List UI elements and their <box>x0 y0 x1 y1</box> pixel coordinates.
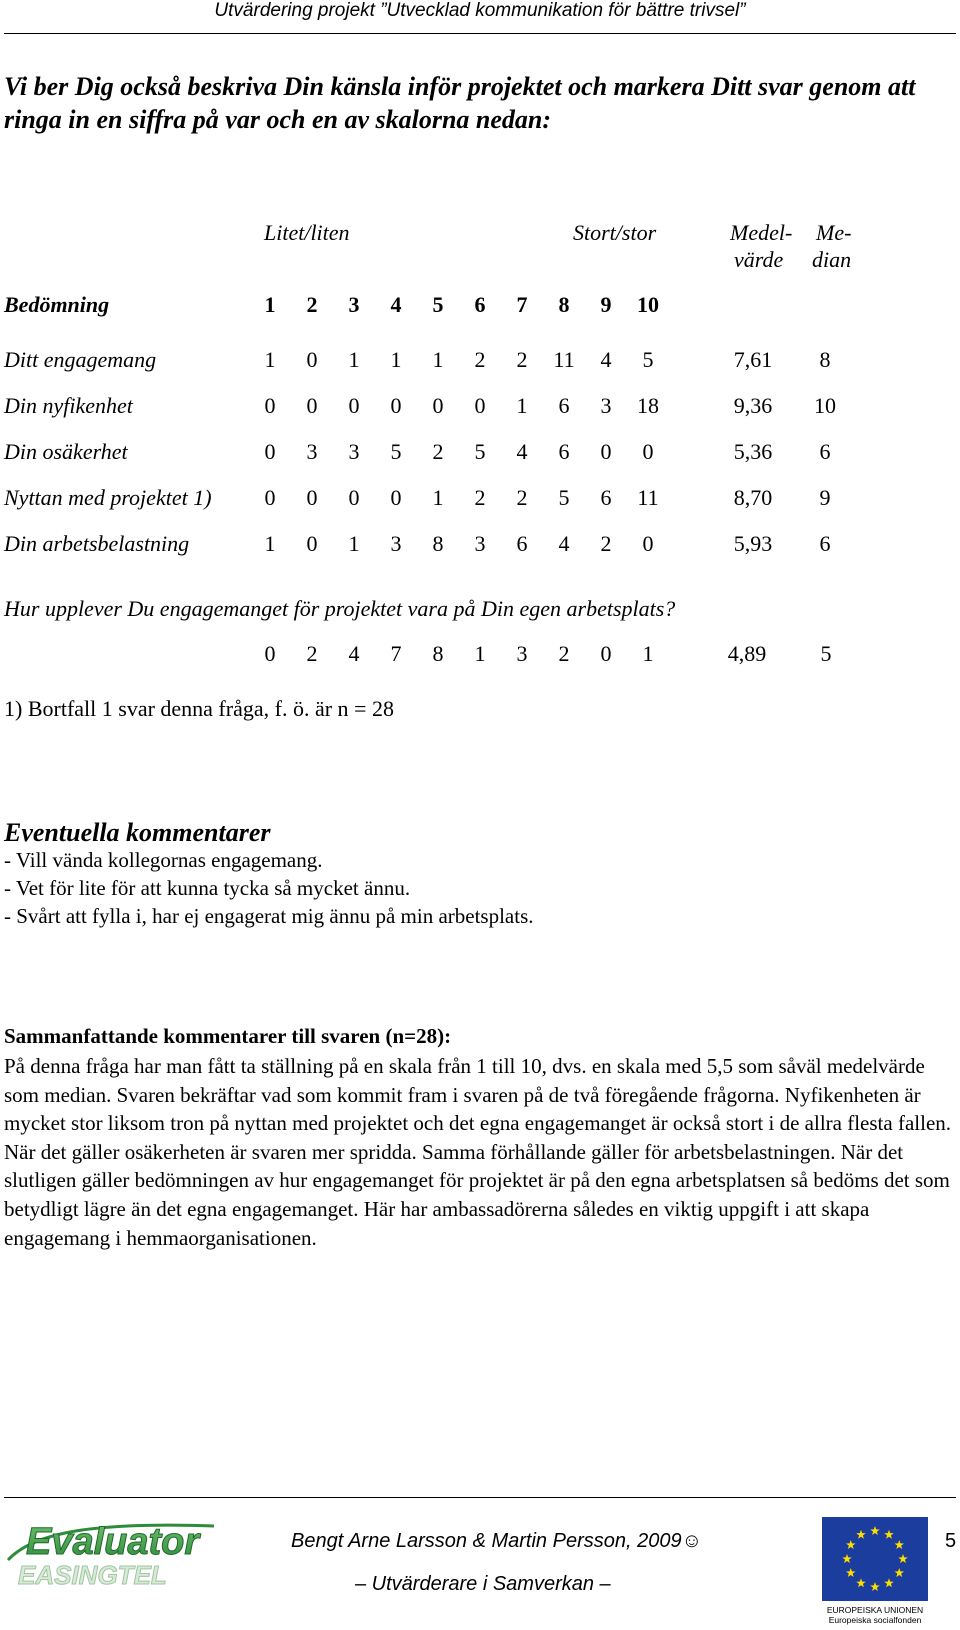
table-cell-count: 11 <box>553 347 575 372</box>
table-cell-count: 1 <box>432 485 444 510</box>
scale-high-label: Stort/stor <box>573 220 657 245</box>
table-cell-count: 4 <box>348 641 360 666</box>
table-cell-count: 1 <box>474 641 486 666</box>
table-cell-count: 0 <box>642 439 654 464</box>
table-cell-count: 6 <box>516 531 528 556</box>
table-cell-count: 11 <box>637 485 659 510</box>
footer-subtitle: – Utvärderare i Samverkan – <box>355 1573 611 1595</box>
scale-value: 3 <box>348 292 360 317</box>
table-cell-count: 8 <box>432 531 444 556</box>
table-cell-count: 0 <box>348 393 360 418</box>
table-cell-count: 5 <box>642 347 654 372</box>
comment-item: - Svårt att fylla i, har ej engagerat mig ännu på min arbetsplats. <box>4 904 534 928</box>
table-cell-count: 1 <box>516 393 528 418</box>
table-cell-count: 6 <box>558 439 570 464</box>
table-cell-count: 8 <box>432 641 444 666</box>
scale-value: 6 <box>474 292 486 317</box>
table-cell-count: 1 <box>390 347 402 372</box>
table-cell-count: 2 <box>474 347 486 372</box>
table-row-label: Nyttan med projektet 1) <box>4 485 212 510</box>
table-cell-count: 0 <box>642 531 654 556</box>
table-cell-count: 0 <box>306 531 318 556</box>
table-cell-mean: 4,89 <box>727 641 767 666</box>
table-cell-count: 2 <box>306 641 318 666</box>
table-cell-median: 10 <box>814 393 836 418</box>
intro-instructions: Vi ber Dig också beskriva Din känsla inför projektet och markera Ditt svar genom att ringa in en siffra på var och en av skalorna nedan: <box>4 72 916 134</box>
scale-value: 7 <box>516 292 528 317</box>
table-cell-count: 0 <box>306 485 318 510</box>
scale-value: 4 <box>390 292 402 317</box>
table-cell-count: 0 <box>600 439 612 464</box>
median-header-line2: dian <box>812 247 852 272</box>
table-cell-count: 0 <box>390 485 402 510</box>
footer-rule <box>4 1497 956 1498</box>
comment-item: - Vet för lite för att kunna tycka så mycket ännu. <box>4 876 411 900</box>
svg-text:EASINGTEL: EASINGTEL <box>18 1560 167 1590</box>
table-cell-mean: 7,61 <box>733 347 773 372</box>
footnote: 1) Bortfall 1 svar denna fråga, f. ö. är n = 28 <box>4 696 394 721</box>
table-cell-count: 0 <box>600 641 612 666</box>
scale-value: 10 <box>637 292 659 317</box>
table-cell-count: 3 <box>306 439 318 464</box>
table-cell-mean: 9,36 <box>733 393 773 418</box>
table-cell-count: 7 <box>390 641 402 666</box>
table-cell-median: 5 <box>820 641 832 666</box>
table-cell-median: 6 <box>819 439 831 464</box>
smiley-icon: ☺ <box>681 1530 703 1552</box>
table-cell-count: 4 <box>516 439 528 464</box>
table-cell-count: 6 <box>558 393 570 418</box>
table-cell-mean: 5,93 <box>733 531 773 556</box>
scale-low-label: Litet/liten <box>264 220 350 245</box>
table-cell-count: 0 <box>264 393 276 418</box>
table-cell-count: 1 <box>348 531 360 556</box>
table-cell-median: 8 <box>819 347 831 372</box>
table-row-label: Din osäkerhet <box>4 439 128 464</box>
summary-heading: Sammanfattande kommentarer till svaren (n=28): <box>4 1024 452 1048</box>
page-header-title: Utvärdering projekt ”Utvecklad kommunikation för bättre trivsel” <box>214 0 746 21</box>
footer-authors: Bengt Arne Larsson & Martin Persson, 2009☺ <box>291 1530 703 1552</box>
table-cell-count: 5 <box>390 439 402 464</box>
table-cell-count: 4 <box>600 347 612 372</box>
table-cell-count: 3 <box>390 531 402 556</box>
median-header-line1: Me- <box>816 220 852 245</box>
svg-text:Evaluator: Evaluator <box>26 1521 200 1563</box>
table-cell-count: 1 <box>264 347 276 372</box>
table-cell-count: 1 <box>264 531 276 556</box>
evaluator-logo <box>4 1512 219 1594</box>
table-cell-count: 2 <box>516 485 528 510</box>
table-cell-count: 0 <box>390 393 402 418</box>
page-number: 5 <box>945 1530 957 1552</box>
scale-value: 1 <box>264 292 276 317</box>
scale-value: 5 <box>432 292 444 317</box>
table-cell-count: 2 <box>600 531 612 556</box>
eu-flag-logo <box>822 1517 928 1625</box>
table-cell-count: 2 <box>516 347 528 372</box>
scale-value: 8 <box>558 292 570 317</box>
table-cell-count: 0 <box>264 439 276 464</box>
table-cell-count: 1 <box>348 347 360 372</box>
table-cell-count: 0 <box>306 393 318 418</box>
table-row-label: Ditt engagemang <box>4 347 157 372</box>
rating-label: Bedömning <box>4 292 110 317</box>
table-cell-count: 3 <box>600 393 612 418</box>
table-cell-median: 9 <box>819 485 831 510</box>
table-cell-count: 0 <box>474 393 486 418</box>
table-cell-mean: 8,70 <box>733 485 773 510</box>
table-row-label: Din arbetsbelastning <box>4 531 190 556</box>
mean-header-line2: värde <box>734 247 784 272</box>
table-cell-count: 5 <box>474 439 486 464</box>
table-row-label: Din nyfikenhet <box>4 393 133 418</box>
table-cell-count: 2 <box>432 439 444 464</box>
mean-header-line1: Medel- <box>730 220 793 245</box>
table-cell-median: 6 <box>819 531 831 556</box>
table-cell-mean: 5,36 <box>733 439 773 464</box>
workplace-question: Hur upplever Du engagemanget för projektet vara på Din egen arbetsplats? <box>4 596 676 621</box>
table-cell-count: 0 <box>348 485 360 510</box>
table-cell-count: 1 <box>642 641 654 666</box>
table-cell-count: 2 <box>558 641 570 666</box>
comment-item: - Vill vända kollegornas engagemang. <box>4 848 323 872</box>
svg-text:Europeiska socialfonden: Europeiska socialfonden <box>828 1615 922 1625</box>
table-cell-count: 0 <box>264 641 276 666</box>
summary-text: På denna fråga har man fått ta ställning på en skala från 1 till 10, dvs. en skala med 5,5 som såväl medelvärde som median. Svaren bekräftar vad som kommit fram i svaren på de två föregående frågorna. Nyfikenheten är mycket stor liksom tron på nyttan med projektet och det egna engagemanget är också stort i de allra flesta fallen. När det gäller osäkerheten är svaren mer spridda. Samma förhållande gäller för arbetsbelastningen. När det slutligen gäller bedömningen av hur engagemanget för projektet är på den egna arbetsplatsen så bedöms det som betydligt lägre än det egna engagemanget. Här har ambassadörerna således en viktig uppgift i att skapa engagemang i hemmaorganisationen. <box>4 1054 952 1250</box>
table-cell-count: 6 <box>600 485 612 510</box>
scale-value: 9 <box>600 292 612 317</box>
table-cell-count: 0 <box>432 393 444 418</box>
comments-heading: Eventuella kommentarer <box>4 818 271 847</box>
header-rule <box>4 33 956 34</box>
table-cell-count: 5 <box>558 485 570 510</box>
table-cell-count: 1 <box>432 347 444 372</box>
table-cell-count: 3 <box>474 531 486 556</box>
table-cell-count: 0 <box>264 485 276 510</box>
scale-value: 2 <box>306 292 318 317</box>
table-cell-count: 3 <box>348 439 360 464</box>
table-cell-count: 18 <box>637 393 659 418</box>
table-cell-count: 4 <box>558 531 570 556</box>
svg-text:EUROPEISKA UNIONEN: EUROPEISKA UNIONEN <box>826 1605 924 1615</box>
table-cell-count: 3 <box>516 641 528 666</box>
table-cell-count: 2 <box>474 485 486 510</box>
table-cell-count: 0 <box>306 347 318 372</box>
